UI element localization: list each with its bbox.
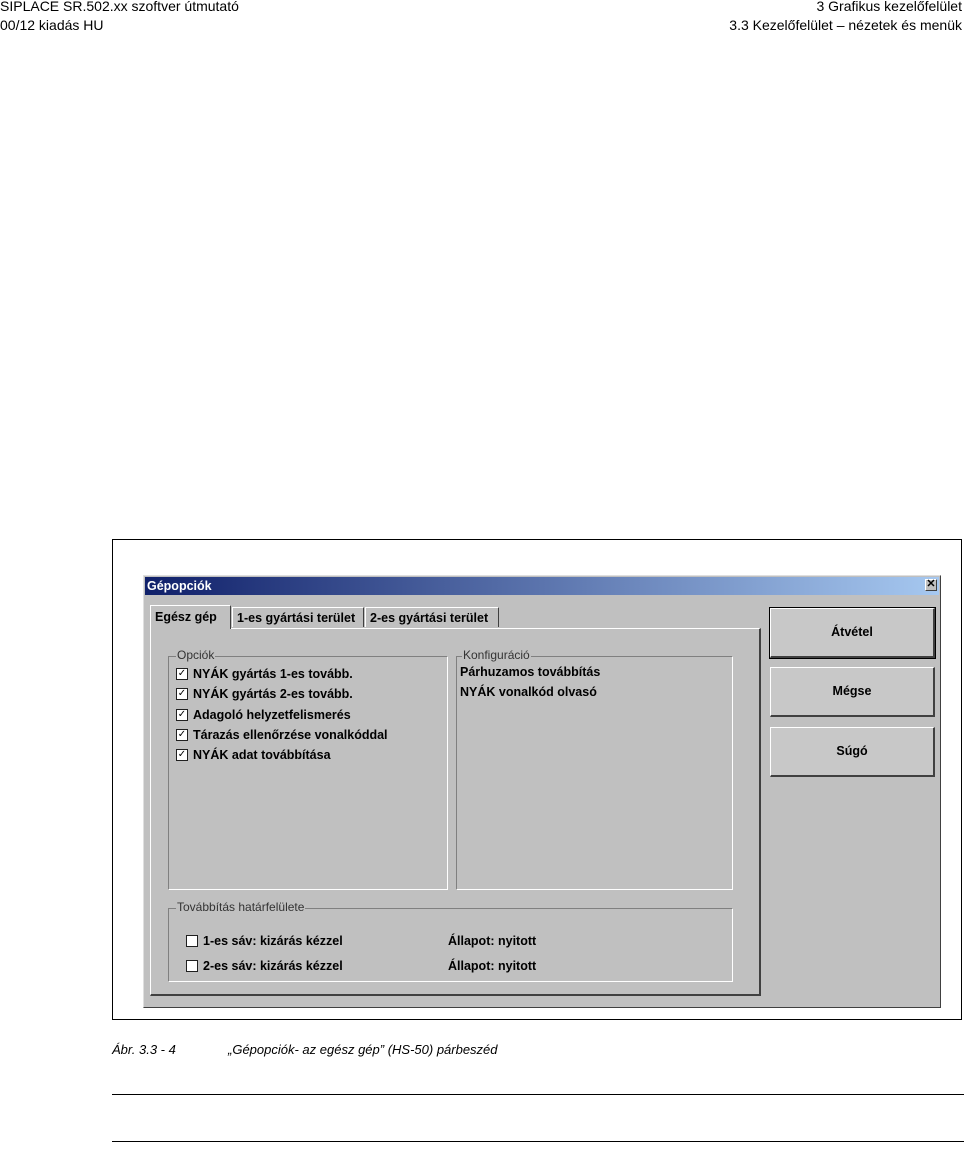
- lane-status: Állapot: nyitott: [448, 934, 537, 948]
- config-item: Párhuzamos továbbítás: [460, 665, 601, 679]
- header-edition: 00/12 kiadás HU: [0, 17, 104, 33]
- dialog-title: Gépopciók: [147, 579, 212, 593]
- checkbox-unchecked-icon[interactable]: [186, 960, 198, 972]
- header-section: 3.3 Kezelőfelület – nézetek és menük: [729, 17, 962, 33]
- checkbox-checked-icon[interactable]: ✓: [177, 688, 187, 699]
- lane-row[interactable]: [186, 958, 343, 974]
- config-item: NYÁK vonalkód olvasó: [460, 685, 597, 699]
- lane-label: 2-es sáv: kizárás kézzel: [203, 959, 343, 973]
- transfer-interface-group-label: Továbbítás határfelülete: [177, 900, 305, 914]
- configuration-group-label: Konfiguráció: [463, 648, 530, 662]
- option-label: Tárazás ellenőrzése vonalkóddal: [193, 728, 388, 742]
- checkbox-checked-icon[interactable]: ✓: [177, 729, 187, 740]
- lane-status: Állapot: nyitott: [448, 959, 537, 973]
- checkbox-checked-icon[interactable]: ✓: [177, 668, 187, 679]
- dialog-titlebar[interactable]: [145, 577, 939, 595]
- divider: [112, 1094, 964, 1095]
- options-group-label: Opciók: [177, 648, 215, 662]
- option-row[interactable]: [176, 727, 388, 743]
- close-icon[interactable]: ✕: [926, 578, 936, 590]
- option-row[interactable]: [176, 747, 331, 763]
- divider: [112, 1141, 964, 1142]
- figure-number: Ábr. 3.3 - 4: [112, 1042, 176, 1057]
- checkbox-checked-icon[interactable]: ✓: [177, 749, 187, 760]
- option-label: NYÁK adat továbbítása: [193, 748, 331, 762]
- header-doc-title: SIPLACE SR.502.xx szoftver útmutató: [0, 0, 239, 14]
- header-chapter: 3 Grafikus kezelőfelület: [816, 0, 962, 14]
- help-button[interactable]: Súgó: [770, 727, 935, 777]
- checkbox-checked-icon[interactable]: ✓: [177, 709, 187, 720]
- option-label: NYÁK gyártás 2-es tovább.: [193, 687, 353, 701]
- option-row[interactable]: [176, 666, 353, 682]
- option-row[interactable]: [176, 686, 353, 702]
- accept-button[interactable]: Átvétel: [770, 608, 935, 658]
- figure-caption: „Gépopciók- az egész gép” (HS-50) párbeszéd: [228, 1042, 498, 1057]
- tab-production-area-1[interactable]: 1-es gyártási terület: [232, 607, 364, 627]
- lane-row[interactable]: [186, 933, 343, 949]
- option-label: NYÁK gyártás 1-es tovább.: [193, 667, 353, 681]
- cancel-button[interactable]: Mégse: [770, 667, 935, 717]
- tab-production-area-2[interactable]: 2-es gyártási terület: [365, 607, 499, 627]
- lane-label: 1-es sáv: kizárás kézzel: [203, 934, 343, 948]
- option-row[interactable]: [176, 707, 351, 723]
- checkbox-unchecked-icon[interactable]: [186, 935, 198, 947]
- tab-whole-machine[interactable]: Egész gép: [150, 605, 231, 629]
- option-label: Adagoló helyzetfelismerés: [193, 708, 351, 722]
